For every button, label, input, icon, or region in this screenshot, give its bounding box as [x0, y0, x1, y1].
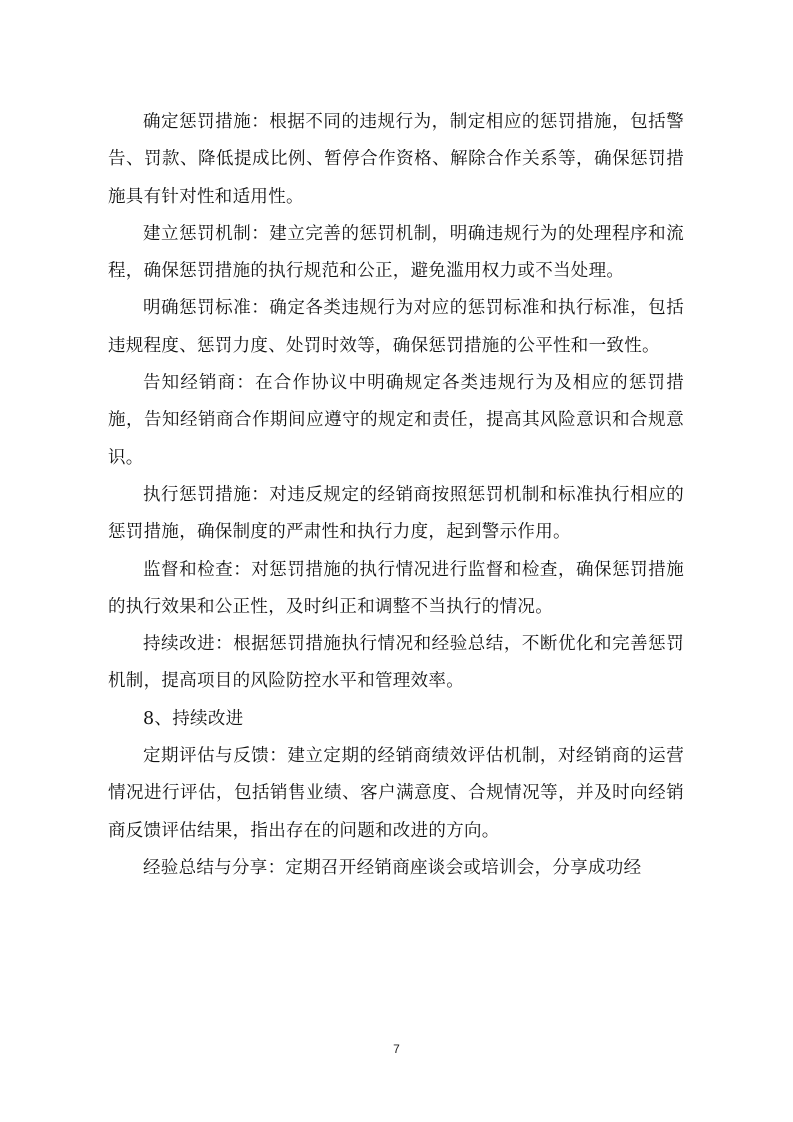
document-body	[108, 104, 684, 887]
paragraph-notify-dealers: 告知经销商：在合作协议中明确规定各类违规行为及相应的惩罚措施，告知经销商合作期间应遵守的规定和责任，提高其风险意识和合规意识。	[108, 373, 684, 468]
paragraph-penalty-mechanism: 建立惩罚机制：建立完善的惩罚机制，明确违规行为的处理程序和流程，确保惩罚措施的执行规范和公正，避免滥用权力或不当处理。	[108, 223, 684, 282]
paragraph-experience-sharing: 经验总结与分享：定期召开经销商座谈会或培训会，分享成功经	[143, 857, 642, 878]
page-number: 7	[393, 1042, 400, 1056]
paragraph-continuous-improvement: 持续改进：根据惩罚措施执行情况和经验总结，不断优化和完善惩罚机制，提高项目的风险防控水平和管理效率。	[108, 634, 684, 692]
paragraph-penalty-measures: 确定惩罚措施：根据不同的违规行为，制定相应的惩罚措施，包括警告、罚款、降低提成比例、暂停合作资格、解除合作关系等，确保惩罚措施具有针对性和适用性。	[108, 112, 684, 207]
paragraph-periodic-evaluation: 定期评估与反馈：建立定期的经销商绩效评估机制，对经销商的运营情况进行评估，包括销售业绩、客户满意度、合规情况等，并及时向经销商反馈评估结果，指出存在的问题和改进的方向。	[108, 746, 684, 841]
paragraph-penalty-standards: 明确惩罚标准：确定各类违规行为对应的惩罚标准和执行标准，包括违规程度、惩罚力度、处罚时效等，确保惩罚措施的公平性和一致性。	[108, 298, 684, 356]
paragraph-supervision: 监督和检查：对惩罚措施的执行情况进行监督和检查，确保惩罚措施的执行效果和公正性，及时纠正和调整不当执行的情况。	[108, 559, 684, 617]
paragraph-execute-penalties: 执行惩罚措施：对违反规定的经销商按照惩罚机制和标准执行相应的惩罚措施，确保制度的严肃性和执行力度，起到警示作用。	[108, 484, 684, 543]
section-heading: 8、持续改进	[143, 708, 244, 729]
